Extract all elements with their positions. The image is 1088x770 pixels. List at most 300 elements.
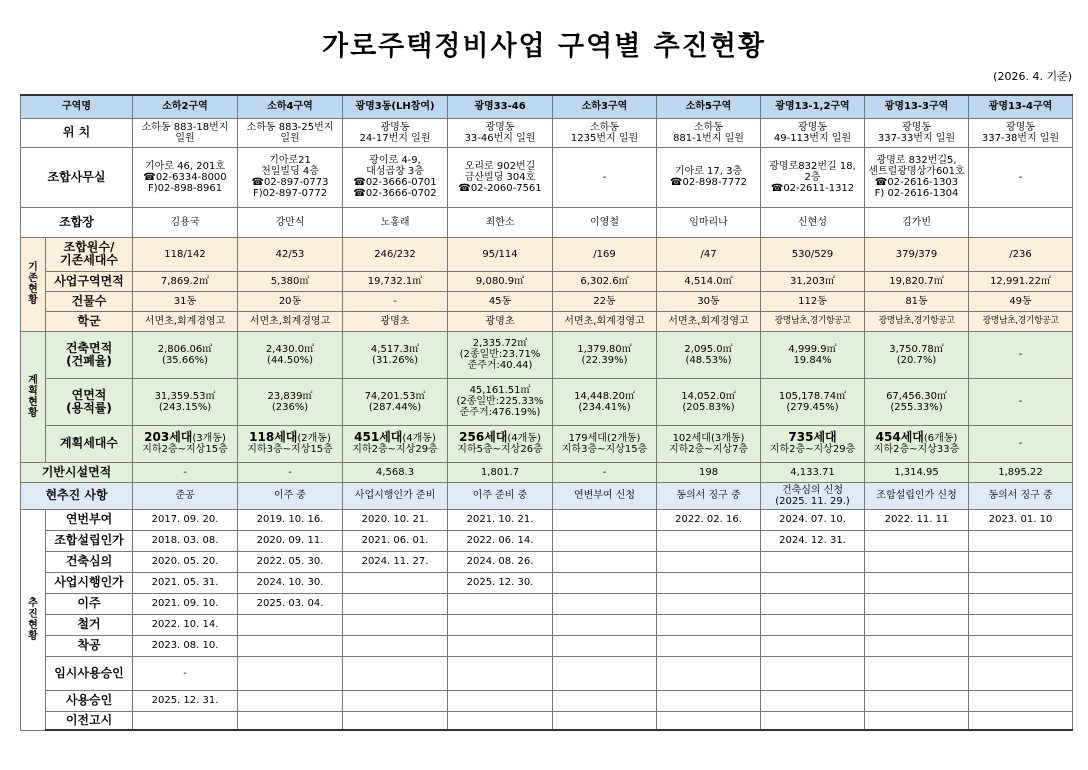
progress-cell bbox=[657, 635, 761, 656]
cell-text: 획 bbox=[28, 385, 38, 397]
status-table bbox=[20, 94, 1073, 731]
progress-label bbox=[46, 656, 133, 690]
infra-cell bbox=[657, 462, 761, 482]
progress-cell bbox=[657, 690, 761, 711]
progress-cell bbox=[553, 614, 657, 635]
plan-cell bbox=[865, 378, 969, 425]
cell-text: 조합설립인가 신청 bbox=[876, 490, 957, 501]
cell-text: 337-38번지 일원 bbox=[981, 132, 1060, 144]
cell-text: F)02-898-8961 bbox=[147, 182, 223, 194]
progress-cell bbox=[343, 711, 448, 730]
plan-cell bbox=[343, 425, 448, 462]
progress-cell bbox=[761, 711, 865, 730]
existing-cell bbox=[553, 237, 657, 271]
cell-text: (35.66%) bbox=[162, 354, 208, 366]
households-main bbox=[866, 432, 967, 444]
progress-cell bbox=[553, 530, 657, 551]
progress-cell bbox=[238, 711, 343, 730]
cell-text: 광명동 bbox=[798, 121, 827, 133]
chairman-cell bbox=[969, 207, 1073, 237]
zone-header bbox=[133, 95, 238, 118]
office-cell bbox=[761, 147, 865, 207]
cell-text: 존 bbox=[28, 273, 38, 284]
plan-cell bbox=[238, 378, 343, 425]
existing-cell bbox=[865, 311, 969, 331]
existing-cell bbox=[761, 271, 865, 291]
existing-cell bbox=[133, 271, 238, 291]
cell-text: 2024. 08. 26. bbox=[466, 556, 534, 567]
existing-cell bbox=[133, 311, 238, 331]
progress-label bbox=[46, 509, 133, 530]
cell-text: ☎02-2611-1312 bbox=[770, 182, 855, 194]
cell-text: 4,517.3㎡ bbox=[370, 343, 420, 355]
cell-text: 454세대 bbox=[875, 430, 924, 444]
infra-cell bbox=[448, 462, 553, 482]
cell-text: - bbox=[1018, 171, 1023, 183]
cell-text: 4,514.0㎡ bbox=[684, 275, 733, 287]
current-cell bbox=[238, 482, 343, 509]
cell-text: 105,178.74㎡ bbox=[778, 390, 847, 402]
existing-cell bbox=[448, 291, 553, 311]
cell-text: 기아로21 bbox=[269, 155, 311, 166]
cell-text: 소하5구역 bbox=[685, 101, 732, 113]
cell-text: - bbox=[602, 466, 607, 478]
progress-cell bbox=[133, 711, 238, 730]
location-cell bbox=[865, 118, 969, 147]
existing-cell bbox=[133, 237, 238, 271]
infra-row bbox=[21, 462, 1073, 482]
cell-text: 6,302.6㎡ bbox=[580, 275, 629, 287]
cell-text: (건폐율) bbox=[66, 353, 112, 368]
existing-cell bbox=[761, 311, 865, 331]
cell-text: 102세대(3개동) bbox=[672, 432, 745, 444]
existing-cell bbox=[238, 311, 343, 331]
cell-text: 31,203㎡ bbox=[790, 275, 836, 287]
progress-cell bbox=[553, 551, 657, 572]
office-cell bbox=[657, 147, 761, 207]
office-cell bbox=[448, 147, 553, 207]
cell-text: 2,335.72㎡ bbox=[472, 338, 528, 349]
zone-header bbox=[865, 95, 969, 118]
cell-text: 황 bbox=[28, 630, 38, 642]
cell-text: 1,801.7 bbox=[480, 466, 520, 478]
infra-cell bbox=[969, 462, 1073, 482]
cell-text: 임마리나 bbox=[689, 216, 728, 228]
plan-cell bbox=[553, 331, 657, 378]
cell-text: 광명로832번길 18, bbox=[769, 160, 856, 172]
current-cell bbox=[969, 482, 1073, 509]
progress-cell bbox=[865, 656, 969, 690]
cell-text: 2025. 03. 04. bbox=[256, 598, 324, 609]
cell-text: 진 bbox=[28, 608, 38, 620]
cell-text: (255.33%) bbox=[890, 401, 943, 413]
existing-group-label bbox=[21, 237, 46, 331]
infra-cell bbox=[553, 462, 657, 482]
cell-text: 1,895.22 bbox=[998, 466, 1043, 478]
cell-text: 소하동 883-25번지 bbox=[246, 121, 334, 133]
progress-cell bbox=[657, 614, 761, 635]
zone-header bbox=[238, 95, 343, 118]
cell-text: 김용국 bbox=[170, 216, 200, 228]
cell-text: 246/232 bbox=[374, 248, 416, 260]
cell-text: 사업구역면적 bbox=[54, 273, 124, 288]
existing-cell bbox=[343, 291, 448, 311]
progress-label bbox=[46, 711, 133, 730]
progress-cell bbox=[761, 614, 865, 635]
cell-text: (243.15%) bbox=[158, 401, 212, 413]
location-row bbox=[21, 118, 1073, 147]
cell-text: 광명남초,경기항공고 bbox=[982, 315, 1059, 326]
cell-text: 광명동 bbox=[485, 121, 515, 133]
plan-row bbox=[21, 331, 1073, 378]
location-cell bbox=[133, 118, 238, 147]
cell-text: (48.53%) bbox=[685, 354, 732, 366]
cell-text: 337-33번지 일원 bbox=[877, 132, 956, 144]
cell-text: 198 bbox=[698, 466, 719, 478]
cell-text: (2종일반:23.71% bbox=[459, 349, 541, 360]
location-cell bbox=[238, 118, 343, 147]
cell-text: ☎02-6334-8000 bbox=[143, 171, 227, 183]
progress-cell bbox=[553, 711, 657, 730]
cell-text: 14,448.20㎡ bbox=[574, 390, 635, 402]
cell-text: (22.39%) bbox=[581, 354, 628, 366]
cell-text: (6개동) bbox=[923, 433, 958, 444]
cell-text: 2022. 02. 16. bbox=[675, 514, 742, 525]
progress-cell bbox=[133, 593, 238, 614]
office-row bbox=[21, 147, 1073, 207]
cell-text: 광명33-46 bbox=[474, 101, 526, 113]
progress-cell bbox=[343, 635, 448, 656]
existing-cell bbox=[448, 311, 553, 331]
progress-cell bbox=[761, 656, 865, 690]
progress-cell bbox=[448, 530, 553, 551]
cell-text: - bbox=[183, 466, 187, 478]
location-cell bbox=[657, 118, 761, 147]
cell-text: 30동 bbox=[697, 295, 720, 307]
progress-cell bbox=[865, 530, 969, 551]
plan-cell bbox=[343, 331, 448, 378]
chairman-cell bbox=[761, 207, 865, 237]
plan-group-label bbox=[21, 331, 46, 462]
cell-text: 지하3층~지상15층 bbox=[247, 444, 333, 455]
progress-cell bbox=[969, 530, 1073, 551]
cell-text: 김가빈 bbox=[902, 216, 931, 228]
cell-text: 49동 bbox=[1009, 295, 1032, 307]
cell-text: (44.50%) bbox=[267, 354, 313, 366]
cell-text: 최한소 bbox=[485, 216, 515, 228]
plan-cell bbox=[448, 378, 553, 425]
cell-text: 현 bbox=[28, 284, 38, 295]
current-cell bbox=[657, 482, 761, 509]
cell-text: (3개동) bbox=[192, 433, 226, 444]
progress-cell bbox=[448, 593, 553, 614]
cell-text: 2021. 06. 01. bbox=[361, 535, 429, 546]
cell-text: 2020. 09. 11. bbox=[256, 535, 324, 546]
cell-text: (287.44%) bbox=[368, 401, 422, 413]
progress-cell bbox=[761, 551, 865, 572]
cell-text: 19,732.1㎡ bbox=[367, 275, 423, 287]
existing-cell bbox=[343, 271, 448, 291]
existing-cell bbox=[553, 271, 657, 291]
cell-text: ☎02-2616-1303 bbox=[874, 177, 959, 188]
cell-text: 임시사용승인 bbox=[54, 665, 124, 680]
existing-cell bbox=[657, 271, 761, 291]
households-main bbox=[239, 432, 341, 444]
cell-text: - bbox=[1018, 396, 1023, 407]
progress-cell bbox=[865, 509, 969, 530]
existing-cell bbox=[133, 291, 238, 311]
progress-label bbox=[46, 690, 133, 711]
progress-row bbox=[21, 551, 1073, 572]
cell-text: - bbox=[1018, 438, 1023, 449]
chairman-cell bbox=[343, 207, 448, 237]
households-main bbox=[449, 432, 551, 444]
cell-text: 학군 bbox=[77, 313, 101, 328]
progress-cell bbox=[657, 509, 761, 530]
progress-label bbox=[46, 635, 133, 656]
plan-label bbox=[46, 378, 133, 425]
office-cell bbox=[969, 147, 1073, 207]
plan-cell bbox=[343, 378, 448, 425]
existing-cell bbox=[657, 237, 761, 271]
cell-text: 소하동 bbox=[590, 121, 619, 133]
cell-text: 동의서 징구 중 bbox=[988, 490, 1053, 501]
cell-text: 지하2층~지상15층 bbox=[142, 444, 228, 455]
progress-cell bbox=[865, 614, 969, 635]
plan-cell bbox=[865, 331, 969, 378]
progress-cell bbox=[761, 593, 865, 614]
existing-cell bbox=[343, 311, 448, 331]
progress-row bbox=[21, 656, 1073, 690]
cell-text: 구역명 bbox=[62, 101, 91, 113]
cell-text: 철거 bbox=[77, 617, 101, 631]
progress-cell bbox=[969, 614, 1073, 635]
office-label bbox=[21, 147, 133, 207]
cell-text: 530/529 bbox=[791, 248, 834, 260]
cell-text: 256세대 bbox=[459, 430, 508, 444]
progress-cell bbox=[553, 572, 657, 593]
cell-text: (용적률) bbox=[66, 400, 112, 415]
existing-row bbox=[21, 237, 1073, 271]
location-cell bbox=[553, 118, 657, 147]
cell-text: (4개동) bbox=[507, 433, 541, 444]
cell-text: 2024. 10. 30. bbox=[256, 577, 324, 588]
cell-text: 사업시행인가 준비 bbox=[354, 490, 436, 501]
cell-text: 1,314.95 bbox=[894, 466, 939, 478]
reference-date: (2026. 4. 기준) bbox=[993, 70, 1072, 83]
cell-text: 광명남초,경기항공고 bbox=[774, 315, 851, 326]
cell-text: 연번부여 bbox=[65, 512, 113, 526]
cell-text: (236%) bbox=[271, 401, 309, 413]
cell-text: 2022. 05. 30. bbox=[256, 556, 324, 567]
progress-cell bbox=[865, 551, 969, 572]
zone-header bbox=[343, 95, 448, 118]
progress-row bbox=[21, 593, 1073, 614]
cell-text: (2종일반:225.33% bbox=[456, 396, 544, 407]
cell-text: 45,161.51㎡ bbox=[469, 385, 531, 396]
infra-cell bbox=[238, 462, 343, 482]
location-label bbox=[21, 118, 133, 147]
households-main bbox=[970, 438, 1071, 449]
progress-cell bbox=[448, 656, 553, 690]
cell-text: 광명초 bbox=[380, 315, 410, 327]
progress-cell bbox=[969, 572, 1073, 593]
plan-cell bbox=[761, 378, 865, 425]
existing-cell bbox=[969, 291, 1073, 311]
progress-cell bbox=[969, 509, 1073, 530]
cell-text: 동의서 징구 중 bbox=[676, 490, 741, 501]
progress-cell bbox=[133, 635, 238, 656]
progress-cell bbox=[553, 593, 657, 614]
cell-text: 광명초 bbox=[485, 315, 515, 327]
existing-row bbox=[21, 291, 1073, 311]
plan-cell bbox=[969, 331, 1073, 378]
cell-text: 이주 중 bbox=[273, 490, 307, 501]
cell-text: 2021. 10. 21. bbox=[466, 514, 534, 525]
cell-text: (2개동) bbox=[297, 433, 331, 444]
office-cell bbox=[343, 147, 448, 207]
cell-text: (31.26%) bbox=[372, 354, 418, 366]
cell-text: ☎02-897-0773 bbox=[251, 177, 329, 188]
cell-text: ☎02-3666-0702 bbox=[353, 188, 437, 199]
plan-cell bbox=[865, 425, 969, 462]
cell-text: 센트럴광명상가601호 bbox=[868, 166, 965, 177]
cell-text: 현 bbox=[28, 396, 38, 408]
cell-text: - bbox=[602, 171, 607, 183]
current-cell bbox=[343, 482, 448, 509]
cell-text: 건물수 bbox=[71, 293, 107, 308]
cell-text: 이주 bbox=[77, 596, 101, 610]
existing-cell bbox=[969, 271, 1073, 291]
progress-cell bbox=[343, 509, 448, 530]
current-row bbox=[21, 482, 1073, 509]
current-cell bbox=[553, 482, 657, 509]
cell-text: 황 bbox=[28, 295, 38, 306]
cell-text: 2021. 09. 10. bbox=[151, 598, 219, 609]
cell-text: 2024. 12. 31. bbox=[779, 535, 846, 546]
infra-cell bbox=[133, 462, 238, 482]
cell-text: 소하동 883-18번지 bbox=[141, 121, 229, 133]
zone-header bbox=[448, 95, 553, 118]
cell-text: 2,095.0㎡ bbox=[684, 343, 733, 355]
cell-text: 23,839㎡ bbox=[267, 390, 313, 402]
cell-text: 203세대 bbox=[144, 430, 193, 444]
cell-text: 신현성 bbox=[798, 216, 827, 228]
page-title: 가로주택정비사업 구역별 추진현황 bbox=[321, 31, 767, 62]
progress-cell bbox=[238, 593, 343, 614]
existing-label bbox=[46, 311, 133, 331]
cell-text: 건축면적 bbox=[65, 340, 113, 355]
cell-text: 24-17번지 일원 bbox=[359, 132, 431, 144]
cell-text: 서면초,회계경영고 bbox=[668, 315, 749, 327]
cell-text: 12,991.22㎡ bbox=[990, 275, 1051, 287]
existing-cell bbox=[865, 271, 969, 291]
progress-cell bbox=[865, 572, 969, 593]
cell-text: 준공 bbox=[175, 490, 195, 501]
progress-cell bbox=[133, 530, 238, 551]
cell-text: 19,820.7㎡ bbox=[889, 275, 944, 287]
progress-cell bbox=[343, 593, 448, 614]
cell-text: 2018. 03. 08. bbox=[151, 535, 219, 546]
cell-text: 연면적 bbox=[71, 387, 107, 402]
cell-text: 지하2층~지상33층 bbox=[873, 444, 960, 455]
cell-text: 2020. 05. 20. bbox=[151, 556, 219, 567]
cell-text: 광명남초,경기항공고 bbox=[878, 315, 955, 326]
cell-text: 735세대 bbox=[788, 430, 837, 444]
progress-cell bbox=[133, 509, 238, 530]
cell-text: 1235번지 일원 bbox=[570, 132, 639, 144]
progress-row bbox=[21, 690, 1073, 711]
progress-cell bbox=[657, 551, 761, 572]
cell-text: 81동 bbox=[905, 295, 928, 307]
chairman-cell bbox=[657, 207, 761, 237]
cell-text: 광명동 bbox=[380, 121, 410, 133]
cell-text: 천일빌딩 4층 bbox=[261, 166, 319, 177]
location-cell bbox=[448, 118, 553, 147]
progress-row bbox=[21, 530, 1073, 551]
plan-cell bbox=[133, 425, 238, 462]
cell-text: - bbox=[183, 667, 187, 679]
progress-cell bbox=[969, 656, 1073, 690]
plan-label bbox=[46, 425, 133, 462]
progress-cell bbox=[343, 656, 448, 690]
progress-cell bbox=[657, 656, 761, 690]
progress-cell bbox=[448, 572, 553, 593]
cell-text: 기아로 17, 3층 bbox=[674, 166, 743, 177]
progress-cell bbox=[761, 572, 865, 593]
progress-cell bbox=[133, 551, 238, 572]
cell-text: (4개동) bbox=[402, 433, 436, 444]
office-cell bbox=[865, 147, 969, 207]
cell-text: 대성곱창 3층 bbox=[366, 166, 424, 177]
cell-text: 노홍래 bbox=[380, 216, 410, 228]
plan-cell bbox=[657, 378, 761, 425]
cell-text: 지하2층~지상29층 bbox=[352, 444, 438, 455]
location-cell bbox=[343, 118, 448, 147]
chairman-cell bbox=[448, 207, 553, 237]
cell-text: 조합사무실 bbox=[47, 169, 106, 184]
zone-header bbox=[761, 95, 865, 118]
cell-text: 33-46번지 일원 bbox=[464, 132, 536, 144]
cell-text: 2025. 12. 30. bbox=[466, 577, 534, 588]
cell-text: 소하4구역 bbox=[267, 101, 313, 113]
cell-text: 서면초,회계경영고 bbox=[249, 315, 331, 327]
existing-cell bbox=[969, 311, 1073, 331]
chairman-cell bbox=[133, 207, 238, 237]
cell-text: 42/53 bbox=[275, 248, 305, 260]
cell-text: 계 bbox=[28, 374, 38, 386]
existing-cell bbox=[865, 291, 969, 311]
existing-cell bbox=[657, 291, 761, 311]
cell-text: 4,999.9㎡ bbox=[788, 343, 837, 355]
existing-cell bbox=[553, 291, 657, 311]
plan-cell bbox=[448, 425, 553, 462]
cell-text: - bbox=[393, 295, 397, 307]
progress-cell bbox=[238, 614, 343, 635]
progress-cell bbox=[969, 635, 1073, 656]
cell-text: 광명13-4구역 bbox=[988, 101, 1053, 113]
location-cell bbox=[761, 118, 865, 147]
cell-text: 소하2구역 bbox=[162, 101, 208, 113]
existing-cell bbox=[553, 311, 657, 331]
infra-cell bbox=[865, 462, 969, 482]
cell-text: 74,201.53㎡ bbox=[364, 390, 426, 402]
cell-text: 2024. 11. 27. bbox=[361, 556, 429, 567]
cell-text: 2층 bbox=[804, 171, 821, 183]
existing-cell bbox=[448, 271, 553, 291]
progress-cell bbox=[133, 572, 238, 593]
cell-text: 연변부여 신청 bbox=[573, 490, 636, 501]
